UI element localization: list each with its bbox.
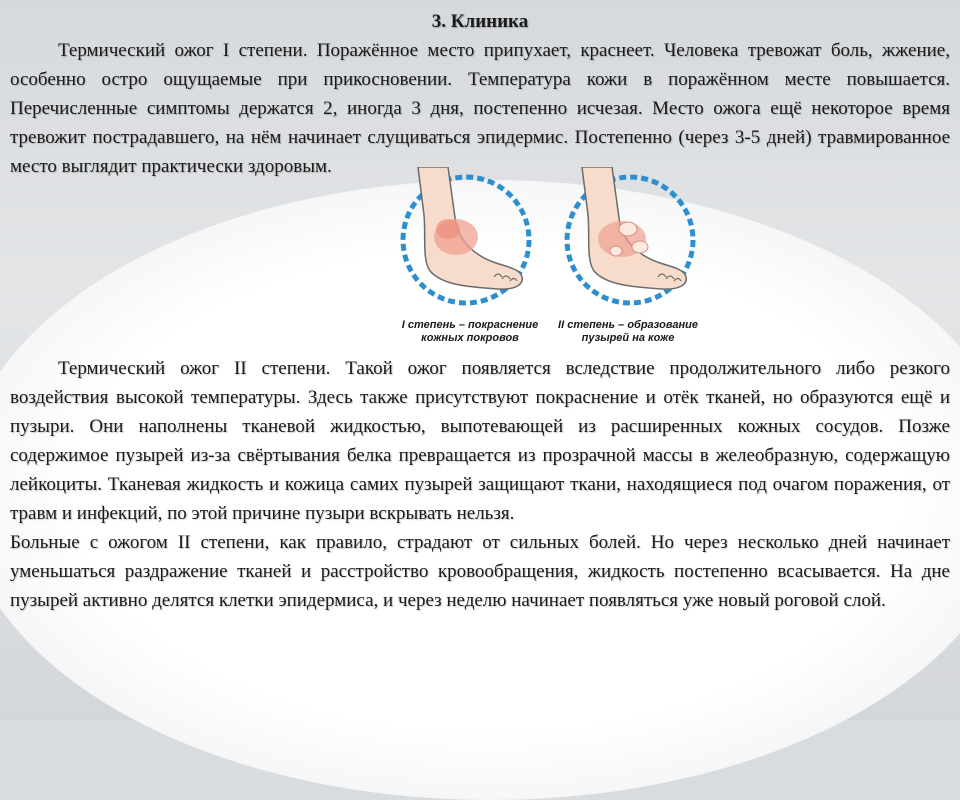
slide-content-lower	[10, 354, 950, 615]
paragraph-first-degree: Термический ожог I степени. Поражённое место припухает, краснеет. Человека тревожат боль, жжение, особенно остро ощущаемые при прикосновении. Температура кожи в поражённом месте повышается. Перечисленные симптомы держатся 2, иногда 3 дня, постепенно исчезая. Место ожога ещё некоторое время тревожит пострадавшего, на нём начинает слущиваться эпидермис. Постепенно (через 3-5 дней) травмированное место выглядит практически здоровым.	[10, 40, 950, 177]
slide-title: 3. Клиника	[431, 11, 529, 32]
slide-content	[10, 8, 950, 181]
caption-first-degree: I степень – покраснение кожных покровов	[401, 319, 539, 344]
caption-second-degree: II степень – образование пузырей на коже	[558, 319, 698, 344]
paragraph-second-degree: Термический ожог II степени. Такой ожог появляется вследствие продолжительного либо резкого воздействия высокой температуры. Здесь также присутствуют покраснение и отёк тканей, но образуются ещё и пузыри. Они наполнены тканевой жидкостью, выпотевающей из расширенных кожных сосудов. Позже содержимое пузырей из-за свёртывания белка превращается из прозрачной массы в желеобразную, содержащую лейкоциты. Тканевая жидкость и кожица самих пузырей защищают ткани, находящиеся под очагом поражения, от травм и инфекций, по этой причине пузыри вскрывать нельзя.	[10, 358, 950, 524]
foot-first-degree	[418, 167, 522, 289]
burn-illustration	[398, 167, 704, 362]
foot-second-degree	[582, 167, 686, 289]
paragraph-recovery: Больные с ожогом II степени, как правило, страдают от сильных болей. Но через несколько дней начинает уменьшаться раздражение тканей и расстройство кровообращения, жидкость постепенно всасывается. На дне пузырей активно делятся клетки эпидермиса, и через неделю начинает появляться уже новый роговой слой.	[10, 532, 950, 611]
